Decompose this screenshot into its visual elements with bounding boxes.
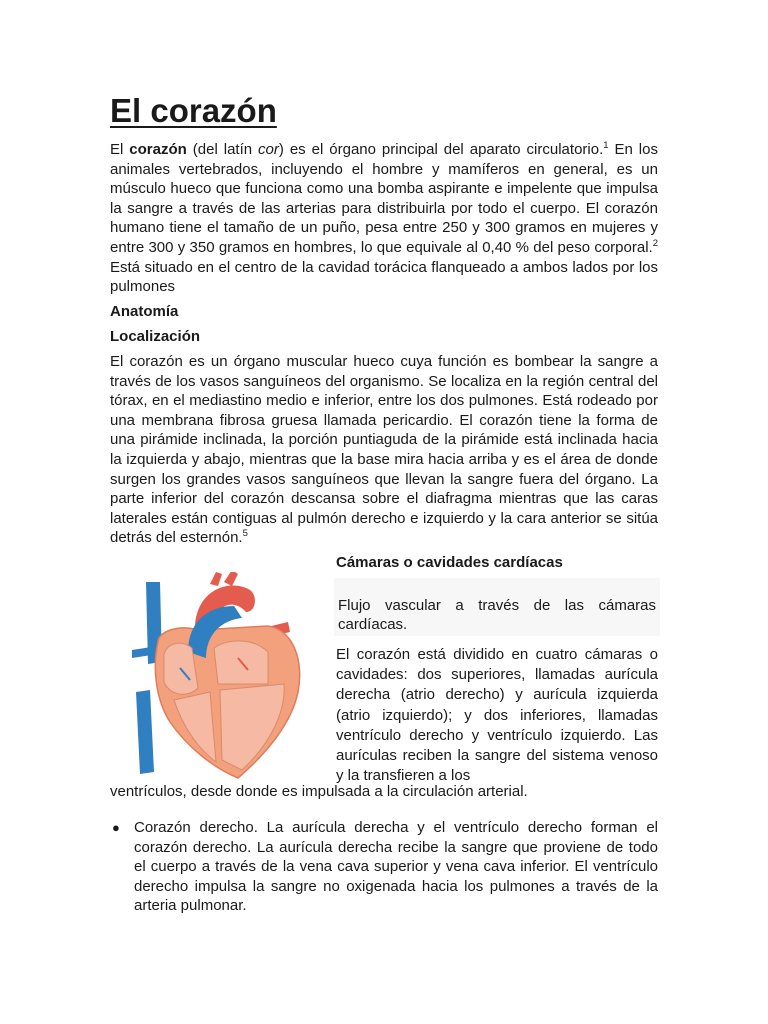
camaras-paragraph: El corazón está dividido en cuatro cámaras o cavidades: dos superiores, llamadas aurícula derecha (atrio derecho) y aurícula izquierda (atrio izquierdo); y dos inferiores, llamadas ventrículo derecho y ventrículo izquierdo. Las aurículas reciben la sangre del sistema venoso y la transfieren a los — [336, 646, 658, 785]
page-title: El corazón — [110, 92, 277, 129]
footnote-ref-1[interactable]: 1 — [603, 140, 609, 151]
chambers-list — [110, 818, 658, 916]
footnote-ref-2[interactable]: 2 — [652, 237, 658, 249]
list-item-text: Corazón derecho. La aurícula derecha y el ventrículo derecho forman el corazón derecho. La aurícula derecha recibe la sangre que proviene de todo el cuerpo a través de la vena cava superior y vena cava inferior. El ventrículo derecho impulsa la sangre no oxigenada hacia los pulmones a través de la arteria pulmonar. — [134, 819, 658, 915]
figure-caption: Flujo vascular a través de las cámaras cardíacas. — [338, 597, 656, 633]
heart-diagram — [118, 572, 318, 782]
ventriculo-izquierdo — [220, 684, 284, 770]
vena-cava-inferior — [136, 690, 154, 774]
camaras-paragraph-continuation: ventrículos, desde donde es impulsada a la circulación arterial. — [110, 783, 528, 800]
bullet-icon: ● — [112, 820, 120, 835]
heading-localizacion: Localización — [110, 328, 201, 345]
term-corazon: corazón — [129, 141, 187, 158]
heading-anatomia: Anatomía — [110, 303, 179, 320]
term-cor: cor — [258, 141, 279, 158]
footnote-ref-5[interactable]: 5 — [242, 528, 248, 540]
list-item — [110, 818, 658, 916]
intro-paragraph: El corazón (del latín cor) es el órgano principal del aparato circulatorio.$^1$ En los animales vertebrados, incluyendo el hombre y mamíferos en general, es un músculo hueco que funciona como una bomba aspirante e impelente que impulsa la sangre a través de las arterias para distribuirla por todo el cuerpo. El corazón humano tiene el tamaño de un puño, pesa entre 250 y 300 gramos en mujeres y entre 300 y 350 gramos en hombres, lo que equivale al 0,40 % del peso corporal.$^2$ Está situado en el centro de la cavidad torácica flanqueado a ambos lados por los pulmones — [110, 140, 658, 296]
localizacion-paragraph: El corazón es un órgano muscular hueco cuya función es bombear la sangre a través de los vasos sanguíneos del organismo. Se localiza en la región central del tórax, en el mediastino medio e inferior, entre los dos pulmones. Está rodeado por una membrana fibrosa gruesa llamada pericardio. El corazón tiene la forma de una pirámide inclinada, la porción puntiaguda de la pirámide está inclinada hacia la izquierda y abajo, mientras que la base mira hacia arriba y es el área de donde surgen los grandes vasos sanguíneos que llevan la sangre fuera del órgano. La parte inferior del corazón descansa sobre el diafragma mientras que las caras laterales están contiguas al pulmón derecho e izquierdo y la cara anterior se sitúa detrás del esternón.$^5$ — [110, 353, 658, 547]
heading-camaras: Cámaras o cavidades cardíacas — [336, 554, 563, 571]
figure-caption-box — [334, 578, 660, 636]
heart-illustration — [118, 572, 318, 782]
